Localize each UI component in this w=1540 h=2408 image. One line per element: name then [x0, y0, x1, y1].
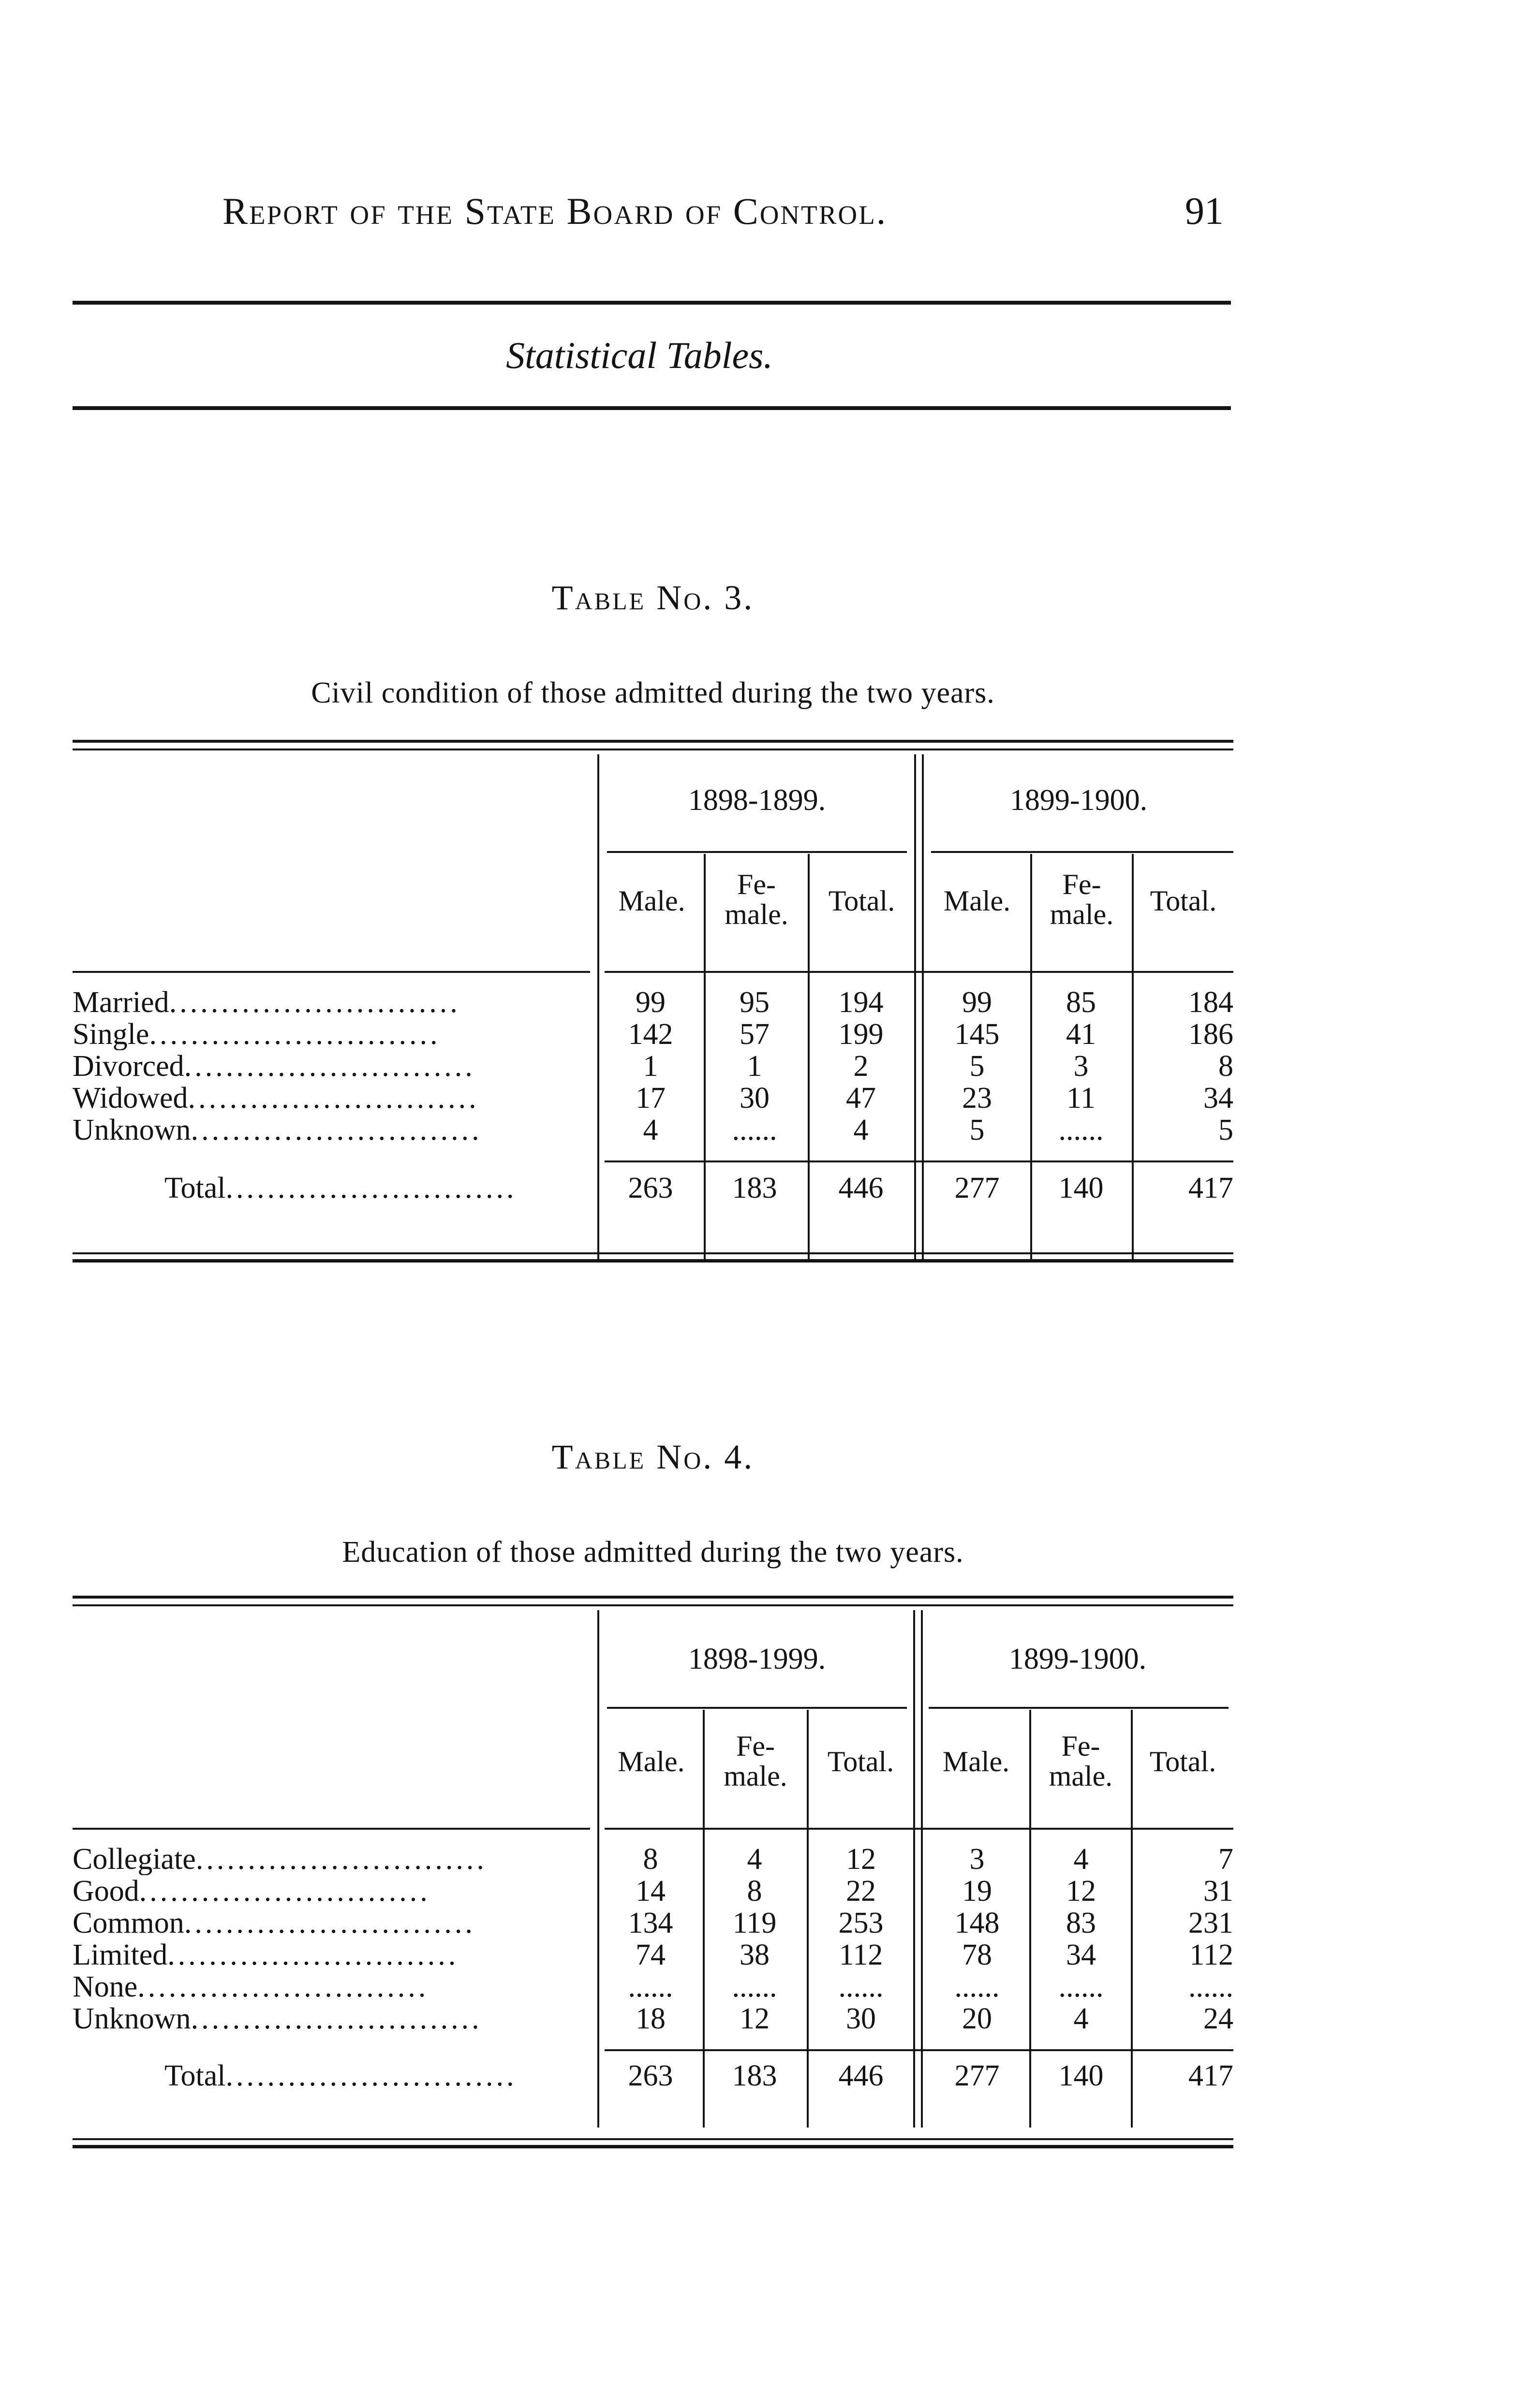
table3-cell: 142: [628, 1018, 673, 1051]
table3-cell: 1: [747, 1050, 762, 1083]
leader-dots: ............................: [195, 1843, 487, 1875]
table-3-title: Table No. 3.: [551, 578, 755, 617]
table4-cell: 112: [839, 1938, 883, 1971]
table-3-col-total-1: Total.: [828, 885, 895, 917]
leader-dots: ............................: [188, 1082, 479, 1114]
table-4-col-total-2: Total.: [1149, 1746, 1216, 1777]
table4-cell: 231: [1188, 1907, 1233, 1939]
table4-cell: 12: [846, 1843, 876, 1876]
leader-dots: ............................: [191, 1114, 482, 1146]
table4-cell: 22: [846, 1875, 876, 1908]
table3-cell: 85: [1066, 986, 1096, 1019]
table3-row-text: Married: [73, 986, 169, 1018]
table-4-period-2: 1899-1900.: [1008, 1643, 1147, 1675]
table3-total-cell: 263: [628, 1172, 673, 1204]
table3-cell: 1: [643, 1050, 658, 1083]
table4-total-cell: 446: [838, 2059, 884, 2092]
header-rule-bottom: [73, 406, 1231, 410]
table-3: [68, 740, 1233, 1272]
table4-row-text: Limited: [73, 1939, 168, 1971]
table4-cell: 4: [747, 1843, 762, 1876]
table4-total-cell: 277: [954, 2059, 1000, 2092]
header-rule-top: [73, 301, 1231, 305]
leader-dots: ............................: [184, 1050, 475, 1082]
table3-total-cell: 277: [954, 1172, 1000, 1204]
table3-cell: 5: [1218, 1114, 1233, 1146]
table3-cell: 4: [643, 1114, 658, 1146]
table4-cell: ......: [838, 1970, 884, 2003]
table4-total-cell: 140: [1058, 2059, 1104, 2092]
table3-row-label: [73, 1018, 590, 1050]
table3-cell: 8: [1218, 1050, 1233, 1083]
table-3-period-2: 1899-1900.: [1009, 784, 1148, 817]
leader-dots: ............................: [139, 1875, 430, 1907]
table3-cell: 145: [954, 1018, 1000, 1051]
table-4-caption: Education of those admitted during the two years.: [342, 1536, 964, 1569]
table3-cell: 57: [740, 1018, 770, 1051]
table3-total-label: [164, 1172, 590, 1204]
table4-cell: 38: [740, 1938, 770, 1971]
table4-cell: 3: [969, 1843, 985, 1876]
table4-total-cell: 183: [732, 2059, 777, 2092]
leader-dots: ............................: [225, 1172, 517, 1204]
table3-cell: 186: [1188, 1018, 1233, 1051]
leader-dots: ............................: [149, 1018, 441, 1050]
table-4-period-rule-2: [929, 1707, 1229, 1709]
table-3-total-rule: [605, 1160, 1233, 1162]
table-3-col-female-2: [1032, 869, 1132, 929]
table-3-col-male-2: Male.: [943, 885, 1011, 917]
table4-row-label: [73, 2003, 590, 2035]
table4-cell: 20: [962, 2002, 992, 2035]
table3-total-text: Total: [164, 1172, 226, 1204]
table-4-period-rule-1: [607, 1707, 907, 1709]
table-4-bottom-rule: [73, 2138, 1233, 2140]
table4-cell: ......: [1058, 1970, 1104, 2003]
leader-dots: ............................: [169, 986, 460, 1018]
table3-cell: 199: [838, 1018, 884, 1051]
table4-cell: ......: [954, 1970, 1000, 2003]
table-4-stub-divider: [597, 1610, 599, 2128]
table3-cell: 2: [853, 1050, 869, 1083]
table-3-col-female-2-a: Fe-: [1062, 868, 1101, 900]
table3-total-cell: 183: [732, 1172, 777, 1204]
table-4-col-female-1-a: Fe-: [736, 1730, 775, 1762]
table3-cell: 4: [853, 1114, 869, 1146]
table-3-caption: Civil condition of those admitted during the two years.: [311, 676, 995, 709]
table3-row-text: Widowed: [73, 1082, 188, 1114]
table4-cell: 12: [1066, 1875, 1096, 1908]
table-3-period-rule-2: [931, 851, 1233, 853]
table-4-period-1: 1898-1999.: [688, 1643, 826, 1675]
table4-row-label: [73, 1843, 590, 1875]
table-4-col-female-2: [1031, 1731, 1131, 1791]
table3-row-label: [73, 986, 590, 1018]
table4-cell: ......: [732, 1970, 777, 2003]
table4-row-text: None: [73, 1971, 138, 2003]
table-4-col-female-1: [704, 1731, 807, 1791]
table-4-top-rule-2: [73, 1604, 1233, 1606]
table-4-header-rule: [605, 1828, 1233, 1830]
table3-cell: ......: [1058, 1114, 1104, 1146]
table4-cell: 119: [732, 1907, 777, 1939]
table-4-col-total-1: Total.: [827, 1746, 894, 1777]
table-3-bottom-rule-2: [73, 1259, 1233, 1263]
table4-cell: 12: [740, 2002, 770, 2035]
table4-row-label: [73, 1907, 590, 1939]
table-4-top-rule: [73, 1596, 1233, 1599]
table4-cell: ......: [628, 1970, 673, 2003]
table3-total-cell: 140: [1058, 1172, 1104, 1204]
table3-row-text: Divorced: [73, 1050, 184, 1082]
table-3-period-divider-b: [922, 754, 924, 1262]
table3-row-text: Single: [73, 1018, 149, 1050]
table3-row-text: Unknown: [73, 1114, 191, 1146]
table3-cell: 5: [969, 1114, 985, 1146]
table3-cell: 17: [636, 1082, 666, 1115]
table4-cell: 253: [838, 1907, 884, 1939]
table3-total-cell: 417: [1188, 1172, 1233, 1204]
table-4-col-female-2-b: male.: [1049, 1760, 1113, 1792]
table-3-bottom-rule: [73, 1252, 1233, 1254]
table4-total-cell: 417: [1188, 2059, 1233, 2092]
table-3-col-female-1: [705, 869, 808, 929]
table3-cell: 41: [1066, 1018, 1096, 1051]
table3-cell: 99: [636, 986, 666, 1019]
table-3-col-male-1: Male.: [618, 885, 685, 917]
table-3-top-rule-2: [73, 749, 1233, 750]
table-4-col-female-2-a: Fe-: [1061, 1730, 1100, 1762]
table4-total-text: Total: [164, 2060, 226, 2092]
table-3-top-rule: [73, 740, 1233, 743]
table-3-header-rule: [605, 971, 1233, 973]
table-3-header-rule-stub: [73, 971, 590, 973]
section-title: Statistical Tables.: [506, 334, 773, 376]
table-4-col-male-2: Male.: [942, 1746, 1010, 1777]
table4-cell: 83: [1066, 1907, 1096, 1939]
table-3-period-1: 1898-1899.: [688, 784, 826, 817]
table4-cell: 14: [636, 1875, 666, 1908]
table4-cell: 4: [1073, 2002, 1089, 2035]
table-3-stub-divider: [597, 754, 599, 1262]
table3-cell: 47: [846, 1082, 876, 1115]
table3-cell: ......: [732, 1114, 777, 1146]
table4-cell: 18: [636, 2002, 666, 2035]
table3-cell: 184: [1188, 986, 1233, 1019]
table-3-period-rule-1: [607, 851, 907, 853]
leader-dots: ............................: [184, 1907, 475, 1939]
table3-row-label: [73, 1114, 590, 1146]
table-3-col-female-2-b: male.: [1050, 898, 1114, 930]
table-3-col-female-1-b: male.: [725, 898, 788, 930]
running-head: Report of the State Board of Control.: [222, 190, 888, 232]
table-4-header-rule-stub: [73, 1828, 590, 1830]
table4-cell: 24: [1203, 2002, 1233, 2035]
table-3-period-divider-a: [914, 754, 916, 1262]
table-4-col-male-1: Male.: [618, 1746, 685, 1777]
leader-dots: ............................: [137, 1971, 429, 2003]
table4-cell: 34: [1066, 1938, 1096, 1971]
table4-row-text: Good: [73, 1875, 139, 1907]
table4-row-label: [73, 1971, 590, 2003]
table4-row-text: Common: [73, 1907, 184, 1939]
table4-cell: 30: [846, 2002, 876, 2035]
table4-cell: 7: [1218, 1843, 1233, 1876]
table3-cell: 3: [1073, 1050, 1089, 1083]
table4-cell: 8: [747, 1875, 762, 1908]
table4-total-label: [164, 2060, 590, 2092]
table3-cell: 95: [740, 986, 770, 1019]
table4-cell: 4: [1073, 1843, 1089, 1876]
table4-cell: 112: [1189, 1938, 1233, 1971]
table-4-bottom-rule-2: [73, 2145, 1233, 2148]
table-4-title: Table No. 4.: [551, 1438, 755, 1476]
table4-cell: 78: [962, 1938, 992, 1971]
table4-row-text: Unknown: [73, 2003, 191, 2035]
table4-cell: 31: [1203, 1875, 1233, 1908]
table4-cell: 134: [628, 1907, 673, 1939]
table4-cell: 148: [954, 1907, 1000, 1939]
table4-row-text: Collegiate: [73, 1843, 196, 1875]
leader-dots: ............................: [225, 2060, 517, 2092]
table-4-total-rule: [605, 2049, 1233, 2051]
table4-total-cell: 263: [628, 2059, 673, 2092]
table4-cell: ......: [1188, 1970, 1233, 2003]
table3-cell: 194: [838, 986, 884, 1019]
table3-cell: 5: [969, 1050, 985, 1083]
table3-cell: 99: [962, 986, 992, 1019]
table3-row-label: [73, 1050, 590, 1082]
page-number: 91: [1185, 190, 1224, 233]
table4-row-label: [73, 1939, 590, 1971]
table-4-col-female-1-b: male.: [724, 1760, 787, 1792]
table4-cell: 74: [636, 1938, 666, 1971]
table4-row-label: [73, 1875, 590, 1907]
table3-cell: 11: [1066, 1082, 1096, 1115]
table4-cell: 8: [643, 1843, 658, 1876]
table4-cell: 19: [962, 1875, 992, 1908]
table-3-col-female-1-a: Fe-: [737, 868, 776, 900]
table3-total-cell: 446: [838, 1172, 884, 1204]
leader-dots: ............................: [167, 1939, 459, 1971]
table3-cell: 30: [740, 1082, 770, 1115]
leader-dots: ............................: [191, 2003, 482, 2035]
table3-row-label: [73, 1082, 590, 1114]
table-4: [68, 1596, 1233, 2157]
table3-cell: 23: [962, 1082, 992, 1115]
table-3-col-total-2: Total.: [1150, 885, 1217, 917]
table3-cell: 34: [1203, 1082, 1233, 1115]
